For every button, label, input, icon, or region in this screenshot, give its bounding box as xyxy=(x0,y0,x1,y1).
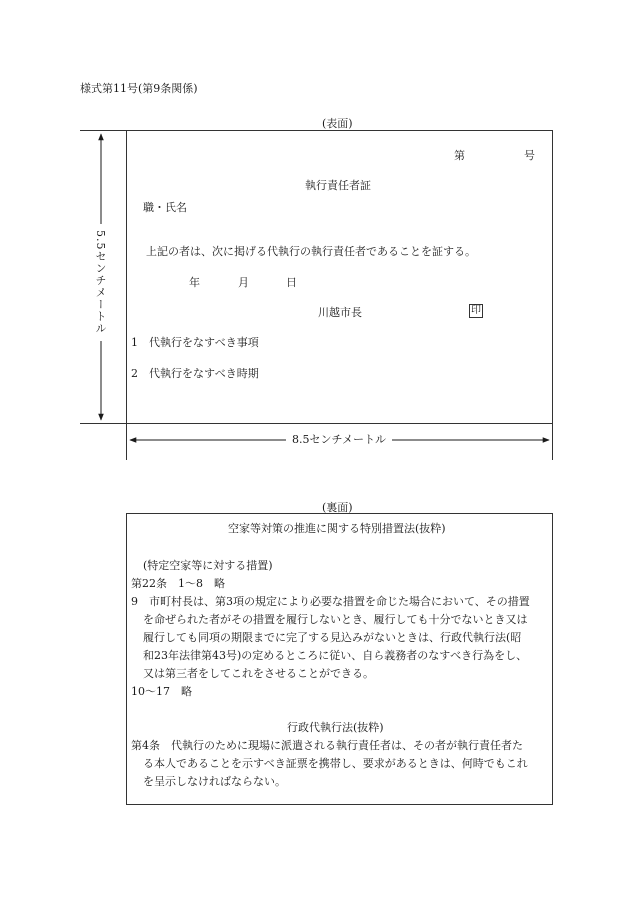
number-go: 号 xyxy=(524,149,535,162)
section-heading: (特定空家等に対する措置) xyxy=(143,559,273,572)
date-month: 月 xyxy=(238,276,249,289)
para-9-line-1: 9 市町村長は、第3項の規定により必要な措置を命じた場合において、その措置 xyxy=(131,595,530,608)
article-22: 第22条 1〜8 略 xyxy=(131,577,225,590)
number-dai: 第 xyxy=(454,149,465,162)
date-day: 日 xyxy=(286,276,297,289)
height-dimension-label: 5.5センチメートル xyxy=(95,224,106,341)
para-9-line-5: 又は第三者をしてこれをさせることができる。 xyxy=(143,667,374,680)
certificate-statement: 上記の者は、次に掲げる代執行の執行責任者であることを証する。 xyxy=(146,245,476,258)
article-4-line-3: を呈示しなければならない。 xyxy=(143,775,286,788)
certificate-title: 執行責任者証 xyxy=(305,179,371,192)
name-label: 職・氏名 xyxy=(143,201,187,214)
article-4-line-2: る本人であることを示すべき証票を携帯し、要求があるときは、何時でもこれ xyxy=(143,757,528,770)
para-9-line-2: を命ぜられた者がその措置を履行しないとき、履行しても十分でないとき又は xyxy=(143,613,528,626)
date-year: 年 xyxy=(189,276,200,289)
issuer-name: 川越市長 xyxy=(318,306,362,319)
seal-mark: 印 xyxy=(471,305,481,316)
article-4-line-1: 第4条 代執行のために現場に派遣される執行責任者は、その者が執行責任者た xyxy=(131,739,523,752)
item-2: 2 代執行をなすべき時期 xyxy=(131,367,259,380)
para-10-17: 10〜17 略 xyxy=(131,685,192,698)
para-9-line-4: 和23年法律第43号)の定めるところに従い、自ら義務者のなすべき行為をし、 xyxy=(143,649,528,662)
law2-title: 行政代執行法(抜粋) xyxy=(287,721,384,734)
item-1: 1 代執行をなすべき事項 xyxy=(131,336,259,349)
width-dimension-label: 8.5センチメートル xyxy=(286,434,392,445)
back-heading: (裏面) xyxy=(322,501,353,514)
para-9-line-3: 履行しても同項の期限までに完了する見込みがないときは、行政代執行法(昭 xyxy=(143,631,522,644)
front-heading: (表面) xyxy=(322,117,353,130)
law1-title: 空家等対策の推進に関する特別措置法(抜粋) xyxy=(228,522,446,535)
form-number-title: 様式第11号(第9条関係) xyxy=(80,82,198,95)
